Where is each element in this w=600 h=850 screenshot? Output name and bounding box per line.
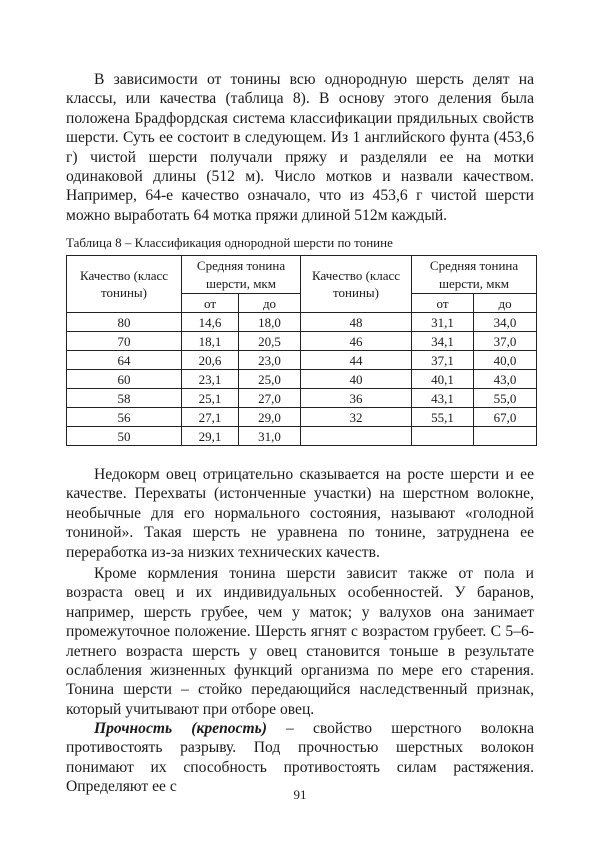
paragraph-strength (66, 719, 534, 797)
table-cell (474, 427, 537, 446)
header-to-right: до (474, 294, 537, 313)
table-row (67, 332, 537, 351)
header-fineness-left: Средняя тонина шерсти, мкм (182, 256, 301, 294)
table-cell: 40 (301, 370, 412, 389)
header-from-right: от (412, 294, 474, 313)
table-cell: 34,0 (474, 313, 537, 332)
header-quality-right: Качество (класс тонины) (301, 256, 412, 313)
table-cell: 29,1 (182, 427, 239, 446)
table-cell: 37,0 (474, 332, 537, 351)
table-cell: 23,1 (182, 370, 239, 389)
table-cell: 18,0 (239, 313, 301, 332)
table-cell (412, 427, 474, 446)
table-cell: 25,0 (239, 370, 301, 389)
table-cell: 40,1 (412, 370, 474, 389)
table-cell: 80 (67, 313, 182, 332)
table-cell: 31,0 (239, 427, 301, 446)
table-cell: 34,1 (412, 332, 474, 351)
table-cell: 58 (67, 389, 182, 408)
table-row (67, 313, 537, 332)
table-caption: Таблица 8 – Классификация однородной шерсти по тонине (66, 235, 393, 250)
table-cell: 29,0 (239, 408, 301, 427)
header-quality-left: Качество (класс тонины) (67, 256, 182, 313)
table-cell: 20,5 (239, 332, 301, 351)
table-row (67, 370, 537, 389)
table-row (67, 351, 537, 370)
wool-fineness-table (66, 255, 537, 446)
table-cell: 50 (67, 427, 182, 446)
table-cell: 56 (67, 408, 182, 427)
table-cell: 23,0 (239, 351, 301, 370)
table-cell: 43,0 (474, 370, 537, 389)
table-row (67, 408, 537, 427)
paragraph-wool-classes: В зависимости от тонины всю однородную шерсть делят на классы, или качества (таблица 8). В основу этого деления была положена Брадфордская система классификации прядильных свойств шерсти. Суть ее состоит в следующем. Из 1 английского фунта (453,6 г) чистой шерсти получали пряжу и разделяли ее на мотки одинаковой длины (512 м). Число мотков и назвали качеством. Например, 64-е качество означало, что из 453,6 г чистой шерсти можно выработать 64 мотка пряжи длиной 512м каждый. (66, 71, 534, 224)
strength-definition: – свойство шерстного волокна противостоять разрыву. Под прочностью шерстных волокон понимают их способность противостоять силам растяжения. Определяют ее с (66, 720, 534, 796)
table-row (67, 389, 537, 408)
term-strength: Прочность (крепость) (94, 720, 267, 737)
table-cell: 20,6 (182, 351, 239, 370)
table-cell: 18,1 (182, 332, 239, 351)
table-cell: 55,0 (474, 389, 537, 408)
table-cell (301, 427, 412, 446)
table-cell: 64 (67, 351, 182, 370)
table-cell: 60 (67, 370, 182, 389)
header-fineness-right: Средняя тонина шерсти, мкм (412, 256, 537, 294)
table-cell: 27,1 (182, 408, 239, 427)
table-cell: 48 (301, 313, 412, 332)
table-cell: 44 (301, 351, 412, 370)
table-cell: 36 (301, 389, 412, 408)
table-cell: 55,1 (412, 408, 474, 427)
table-cell: 40,0 (474, 351, 537, 370)
table-cell: 25,1 (182, 389, 239, 408)
table-cell: 43,1 (412, 389, 474, 408)
table-cell: 14,6 (182, 313, 239, 332)
table-row (67, 427, 537, 446)
table-cell: 27,0 (239, 389, 301, 408)
paragraph-underfeeding: Недокорм овец отрицательно сказывается на росте шерсти и ее качестве. Перехваты (истонченные участки) на шерстном волокне, необычные для его нормального состояния, называют «голодной тониной». Такая шерсть не уравнена по тонине, затруднена ее переработка из-за низких технических качеств. (66, 466, 534, 561)
paragraph-sex-age: Кроме кормления тонина шерсти зависит также от пола и возраста овец и их индивидуальных особенностей. У баранов, например, шерсть грубее, чем у маток; у валухов она занимает промежуточное положение. Шерсть ягнят с возрастом грубеет. С 5–6-летнего возраста шерсть у овец становится тоньше в результате ослабления жизненных функций организма по мере его старения. Тонина шерсти – стойко передающийся наследственный признак, который учитывают при отборе овец. (66, 565, 534, 718)
header-to-left: до (239, 294, 301, 313)
table-cell: 46 (301, 332, 412, 351)
table-cell: 32 (301, 408, 412, 427)
table-cell: 70 (67, 332, 182, 351)
table-cell: 31,1 (412, 313, 474, 332)
table-cell: 67,0 (474, 408, 537, 427)
header-from-left: от (182, 294, 239, 313)
table-cell: 37,1 (412, 351, 474, 370)
page-number: 91 (293, 787, 307, 802)
